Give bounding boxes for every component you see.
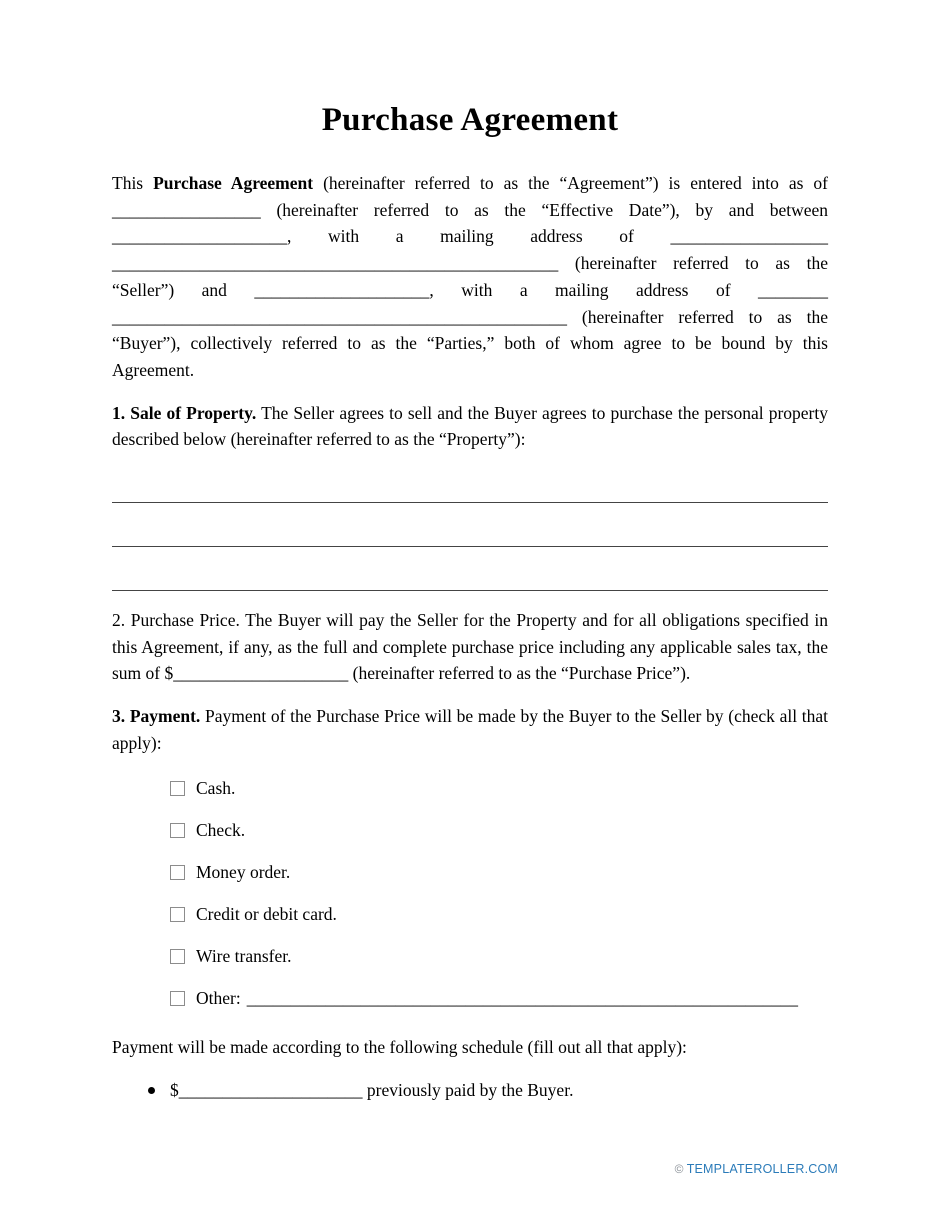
intro-bold-term: Purchase Agreement xyxy=(153,173,314,193)
payment-schedule-list xyxy=(148,1077,828,1104)
intro-text-rest: (hereinafter referred to as the “Agreement”) is entered into as of _________________ (hereinafter referred to as the “Effective Date”), by and between ____________________, with a mailing address of __________________ ___________________________________________________ (hereinafter referred to as the “Seller”) and ____________________, with a mailing address of ________ ____________________________________________________ (hereinafter referred to as the “Buyer”), collectively referred to as the “Parties,” both of whom agree to be bound by this Agreement. xyxy=(112,173,828,380)
section-1-paragraph xyxy=(112,400,828,453)
wire-transfer-label: Wire transfer. xyxy=(196,945,292,966)
blank-line-3[interactable] xyxy=(112,547,828,591)
blank-line-2[interactable] xyxy=(112,503,828,547)
checkbox-row-credit-debit[interactable] xyxy=(170,903,828,926)
other-label: Other: xyxy=(196,987,241,1008)
section-3-body: Payment of the Purchase Price will be made by the Buyer to the Seller by (check all that apply): xyxy=(112,706,828,753)
section-3-heading: 3. Payment. xyxy=(112,706,201,727)
money-order-label: Money order. xyxy=(196,861,291,882)
cash-checkbox-icon[interactable] xyxy=(170,781,185,796)
schedule-item-previously-paid xyxy=(148,1077,828,1104)
copyright-symbol: © xyxy=(674,1162,684,1176)
templateroller-link[interactable]: TEMPLATEROLLER.COM xyxy=(686,1162,838,1176)
bullet-icon xyxy=(148,1087,155,1094)
payment-method-list xyxy=(170,777,828,1010)
checkbox-row-wire-transfer[interactable] xyxy=(170,945,828,968)
money-order-checkbox-icon[interactable] xyxy=(170,865,185,880)
blank-line-1[interactable] xyxy=(112,459,828,503)
section-1-body: The Seller agrees to sell and the Buyer agrees to purchase the personal property described below (hereinafter referred to as the “Property”): xyxy=(112,402,828,450)
document-title: Purchase Agreement xyxy=(321,102,619,138)
other-checkbox-icon[interactable] xyxy=(170,991,185,1006)
checkbox-row-cash[interactable] xyxy=(170,777,828,800)
checkbox-row-money-order[interactable] xyxy=(170,861,828,884)
credit-debit-checkbox-icon[interactable] xyxy=(170,907,185,922)
section-2-paragraph xyxy=(112,607,828,687)
schedule-item-text: $_____________________ previously paid by the Buyer. xyxy=(170,1080,574,1101)
footer xyxy=(675,1162,838,1176)
intro-text-pre: This xyxy=(112,173,154,193)
cash-label: Cash. xyxy=(196,777,236,798)
section-2-body: 2. Purchase Price. The Buyer will pay the Seller for the Property and for all obligations specified in this Agreement, if any, as the full and complete purchase price including any applicable sales tax, the sum of $____________________ (hereinafter referred to as the “Purchase Price”). xyxy=(112,610,828,684)
check-checkbox-icon[interactable] xyxy=(170,823,185,838)
intro-paragraph xyxy=(112,170,828,384)
wire-transfer-checkbox-icon[interactable] xyxy=(170,949,185,964)
checkbox-row-check[interactable] xyxy=(170,819,828,842)
checkbox-row-other[interactable] xyxy=(170,987,828,1010)
property-description-blanks xyxy=(112,459,828,591)
check-label: Check. xyxy=(196,819,246,840)
schedule-intro-paragraph: Payment will be made according to the following schedule (fill out all that apply): xyxy=(112,1036,687,1057)
other-blank-field[interactable]: _______________________________________________________________ xyxy=(246,987,798,1008)
section-3-paragraph xyxy=(112,703,828,756)
credit-debit-label: Credit or debit card. xyxy=(196,903,337,924)
section-1-heading: 1. Sale of Property. xyxy=(112,402,257,423)
